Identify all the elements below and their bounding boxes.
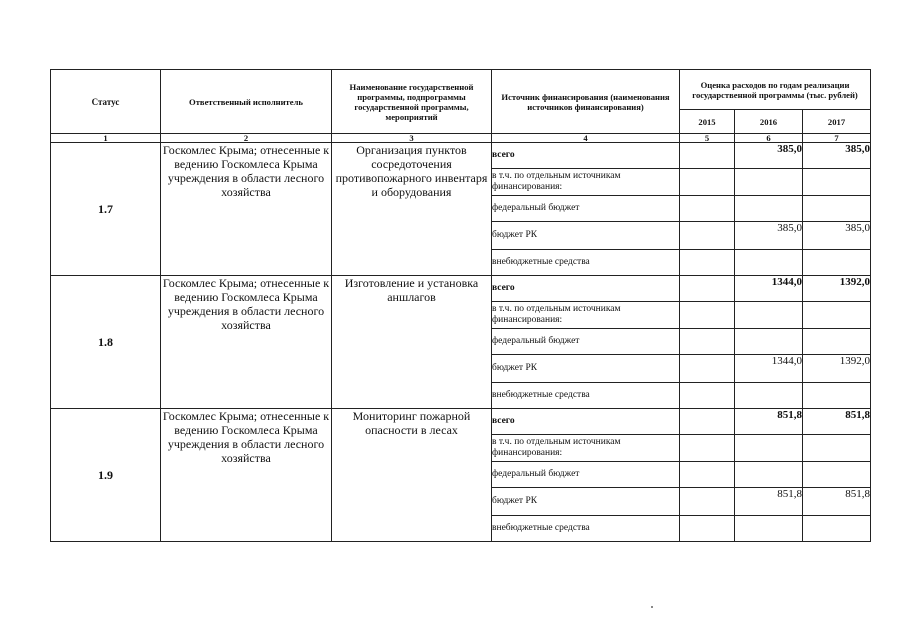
row-status: 1.9 — [51, 409, 161, 542]
source-rk: бюджет РК — [492, 355, 680, 383]
value-total-2016: 385,0 — [735, 143, 803, 169]
value-total-2015 — [680, 409, 735, 435]
column-numbers-row — [51, 134, 871, 143]
source-total: всего — [492, 409, 680, 435]
row-executor: Госкомлес Крыма; отнесенные к ведению Госкомлеса Крыма учреждения в области лесного хозяйства — [161, 143, 332, 276]
row-executor: Госкомлес Крыма; отнесенные к ведению Госкомлеса Крыма учреждения в области лесного хозяйства — [161, 276, 332, 409]
source-extra: внебюджетные средства — [492, 250, 680, 276]
value-rk-2015 — [680, 488, 735, 516]
row-status: 1.8 — [51, 276, 161, 409]
value-rk-2015 — [680, 222, 735, 250]
header-year-2016: 2016 — [735, 110, 803, 134]
value-rk-2015 — [680, 355, 735, 383]
source-federal: федеральный бюджет — [492, 462, 680, 488]
value-total-2017: 1392,0 — [803, 276, 871, 302]
header-source: Источник финансирования (наименования источников финансирования) — [492, 70, 680, 134]
header-year-2015: 2015 — [680, 110, 735, 134]
row-status: 1.7 — [51, 143, 161, 276]
source-rk: бюджет РК — [492, 222, 680, 250]
table-row — [51, 409, 871, 435]
source-total: всего — [492, 143, 680, 169]
source-including: в т.ч. по отдельным источникам финансирования: — [492, 169, 680, 196]
row-program: Изготовление и установка аншлагов — [332, 276, 492, 409]
value-total-2015 — [680, 276, 735, 302]
value-rk-2017: 385,0 — [803, 222, 871, 250]
source-extra: внебюджетные средства — [492, 383, 680, 409]
source-federal: федеральный бюджет — [492, 329, 680, 355]
column-number: 2 — [161, 134, 332, 143]
value-total-2017: 385,0 — [803, 143, 871, 169]
column-number: 1 — [51, 134, 161, 143]
value-total-2016: 1344,0 — [735, 276, 803, 302]
header-program: Наименование государственной программы, подпрограммы государственной программы, мероприятий — [332, 70, 492, 134]
value-rk-2016: 1344,0 — [735, 355, 803, 383]
source-rk: бюджет РК — [492, 488, 680, 516]
budget-table — [50, 69, 871, 542]
source-total: всего — [492, 276, 680, 302]
column-number: 3 — [332, 134, 492, 143]
source-including: в т.ч. по отдельным источникам финансирования: — [492, 435, 680, 462]
row-program: Мониторинг пожарной опасности в лесах — [332, 409, 492, 542]
value-rk-2016: 851,8 — [735, 488, 803, 516]
table-row — [51, 143, 871, 169]
value-total-2015 — [680, 143, 735, 169]
value-rk-2017: 851,8 — [803, 488, 871, 516]
value-total-2017: 851,8 — [803, 409, 871, 435]
source-federal: федеральный бюджет — [492, 196, 680, 222]
value-rk-2017: 1392,0 — [803, 355, 871, 383]
header-executor: Ответственный исполнитель — [161, 70, 332, 134]
column-number: 7 — [803, 134, 871, 143]
column-number: 6 — [735, 134, 803, 143]
header-status: Статус — [51, 70, 161, 134]
source-extra: внебюджетные средства — [492, 516, 680, 542]
source-including: в т.ч. по отдельным источникам финансирования: — [492, 302, 680, 329]
row-program: Организация пунктов сосредоточения противопожарного инвентаря и оборудования — [332, 143, 492, 276]
scan-speck — [651, 606, 653, 608]
header-estimate: Оценка расходов по годам реализации государственной программы (тыс. рублей) — [680, 70, 871, 110]
column-number: 5 — [680, 134, 735, 143]
value-total-2016: 851,8 — [735, 409, 803, 435]
column-number: 4 — [492, 134, 680, 143]
value-rk-2016: 385,0 — [735, 222, 803, 250]
header-year-2017: 2017 — [803, 110, 871, 134]
row-executor: Госкомлес Крыма; отнесенные к ведению Госкомлеса Крыма учреждения в области лесного хозяйства — [161, 409, 332, 542]
table-row — [51, 276, 871, 302]
